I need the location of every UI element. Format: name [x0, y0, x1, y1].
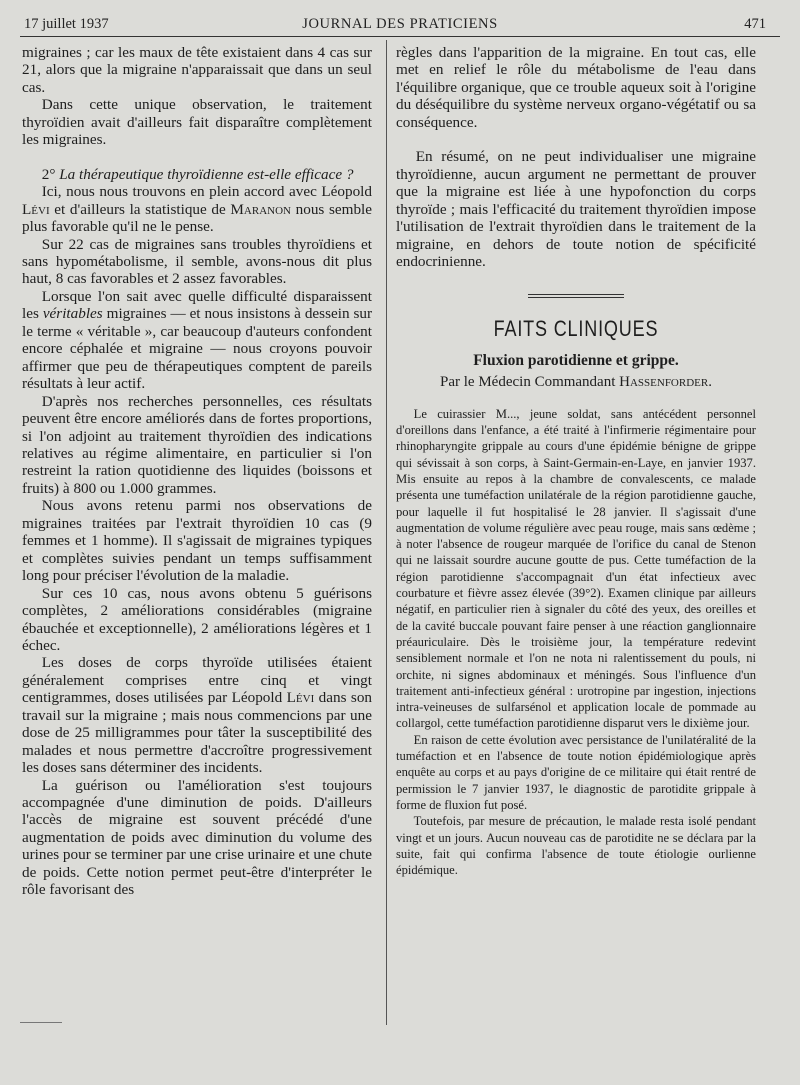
section-divider: [528, 294, 624, 298]
paragraph: Toutefois, par mesure de précaution, le malade resta isolé pendant vingt et un jours. Aucun nouveau cas de parotidite ne se déclara par la suite, fait qui confirma l'absence de toute étiologie ourlienne épidémique.: [396, 814, 756, 878]
paragraph: Les doses de corps thyroïde utilisées étaient généralement comprises entre cinq et vingt centigrammes, doses utilisées par Léopold Lévi dans son travail sur la migraine ; mais nous commencions par une dose de 25 milligrammes pour tâter la susceptibilité des malades et nous permettre d'accroître progressivement les doses sans déterminer des incidents.: [22, 654, 373, 777]
left-column: [22, 44, 372, 899]
paragraph: Le cuirassier M..., jeune soldat, sans antécédent personnel d'oreillons dans l'enfance, a été traité à l'infirmerie régimentaire pour rhinopharyngite grippale au cours d'une épidémie bénigne de grippe qui sévissait à son corps, à Saint-Germain-en-Laye, en janvier 1937. Mis ensuite au repos à la chambre de convalescents, ce malade présenta une tuméfaction unilatérale de la région parotidienne gauche, pour laquelle il fut hospitalisé le 28 janvier. Il s'agissait d'une augmentation de volume régulière avec peau rouge, mais sans œdème ; à noter l'absence de rougeur marquée de l'orifice du canal de Stenon qui ne laissait sourdre aucune goutte de pus. Cette tuméfaction de la région parotidienne s'accompagnait d'un état infectieux avec courbature et fièvre assez élevée (39°2). Examen clinique par ailleurs négatif, en particulier rien à signaler du côté des yeux, des oreilles et de la cavité buccale pouvant faire penser à une réaction ganglionnaire préauriculaire. Dès le troisième jour, la température redevint sensiblement normale et l'on ne nota ni ralentissement du pouls, ni orchite, ni signes abdominaux et méningés. Sous l'influence d'un traitement anti-infectieux général : urotropine par ingestion, injections intra-veineuses de sulfarsénol et application locale de pommade au collargol, cette tuméfaction parotidienne disparut vers le dixième jour.: [396, 406, 756, 731]
case-report: [396, 406, 756, 879]
paragraph: D'après nos recherches personnelles, ces résultats peuvent être encore améliorés dans de fortes proportions, si l'on adjoint au traitement thyroïdien des indications relatives au régime alimentaire, en particulier si l'on restreint la ration quotidienne des liquides (boissons et fruits) à 800 ou 1.000 grammes.: [22, 392, 372, 497]
paragraph: Nous avons retenu parmi nos observations de migraines traitées par l'extrait thyroïdien 10 cas (9 femmes et 1 homme). Il s'agissait de migraines typiques et complètes suivies pendant un temps suffisamment long pour préciser l'évolution de la maladie.: [22, 497, 372, 585]
author-name: Maranon: [230, 200, 291, 218]
question-heading: [22, 166, 372, 183]
paragraph: règles dans l'apparition de la migraine. En tout cas, elle met en relief le rôle du métabolisme de l'eau dans l'équilibre organique, que ce trouble aqueux soit à l'origine du déséquilibre du système nerveux organo-végétatif ou sa conséquence.: [396, 44, 756, 131]
paragraph: migraines ; car les maux de tête existaient dans 4 cas sur 21, alors que la migraine n'apparaissait que dans un seul cas.: [22, 44, 372, 96]
byline: Par le Médecin Commandant Hassenforder.: [440, 374, 712, 391]
paragraph: Sur 22 cas de migraines sans troubles thyroïdiens et sans hypométabolisme, il semble, avons-nous dit plus haut, 8 cas favorables et 2 assez favorables.: [22, 235, 372, 288]
column-rule: [386, 40, 387, 1025]
right-column: [396, 44, 756, 878]
author-name: Lévi: [22, 200, 50, 218]
paragraph: Dans cette unique observation, le traitement thyroïdien avait d'ailleurs fait disparaître complètement les migraines.: [22, 96, 372, 149]
paragraph: En résumé, on ne peut individualiser une migraine thyroïdienne, aucun argument ne permettant de prouver que la migraine est liée à une hypofonction du corps thyroïde ; mais l'efficacité du traitement thyroïdien impose l'utilisation de l'extrait thyroïdien dans le traitement de la migraine, en dehors de toute notion de spécificité endocrinienne.: [396, 148, 756, 270]
paragraph: Ici, nous nous trouvons en plein accord avec Léopold Lévi et d'ailleurs la statistique de Maranon nous semble plus favorable qu'il ne le pense.: [22, 183, 373, 236]
question-text: La thérapeutique thyroïdienne est-elle efficace ?: [59, 165, 354, 183]
page-number: 471: [744, 16, 766, 32]
author-name: Lévi: [286, 689, 315, 707]
question-number: 2°: [41, 165, 56, 183]
page-mark: [20, 1022, 62, 1023]
paragraph: En raison de cette évolution avec persistance de l'unilatéralité de la tuméfaction et en l'absence de toute notion épidémiologique après enquête au corps et au pays d'origine de ce militaire qui était rentré de permission le 7 janvier 1937, le diagnostic de parotidite grippale à forme de fluxion fut posé.: [396, 732, 756, 812]
header-date: 17 juillet 1937: [24, 16, 109, 32]
author-name: Hassenforder.: [619, 374, 712, 391]
running-header: [20, 14, 780, 36]
article-title: Fluxion parotidienne et grippe.: [473, 351, 679, 369]
section-title: FAITS CLINIQUES: [493, 316, 659, 342]
paragraph: Lorsque l'on sait avec quelle difficulté disparaissent les véritables migraines — et nous insistons à dessein sur le terme « véritable », car beaucoup d'auteurs confondent encore céphalée et migraine — nous croyons pouvoir affirmer que peu de thérapeutiques comptent de pareils résultats à leur actif.: [22, 287, 373, 393]
paragraph: Sur ces 10 cas, nous avons obtenu 5 guérisons complètes, 2 améliorations considérables (migraine ébauchée et exceptionnelle), 2 améliorations légères et 1 échec.: [22, 584, 372, 654]
header-rule: [20, 36, 780, 37]
journal-title: JOURNAL DES PRATICIENS: [302, 16, 498, 32]
paragraph: La guérison ou l'amélioration s'est toujours accompagnée d'une diminution de poids. D'ailleurs l'accès de migraine est souvent précédé d'une augmentation de poids avec diminution du volume des urines pour se terminer par une crise urinaire et une chute de poids. Cette notion permet peut-être d'interpréter le rôle favorisant des: [22, 776, 373, 899]
